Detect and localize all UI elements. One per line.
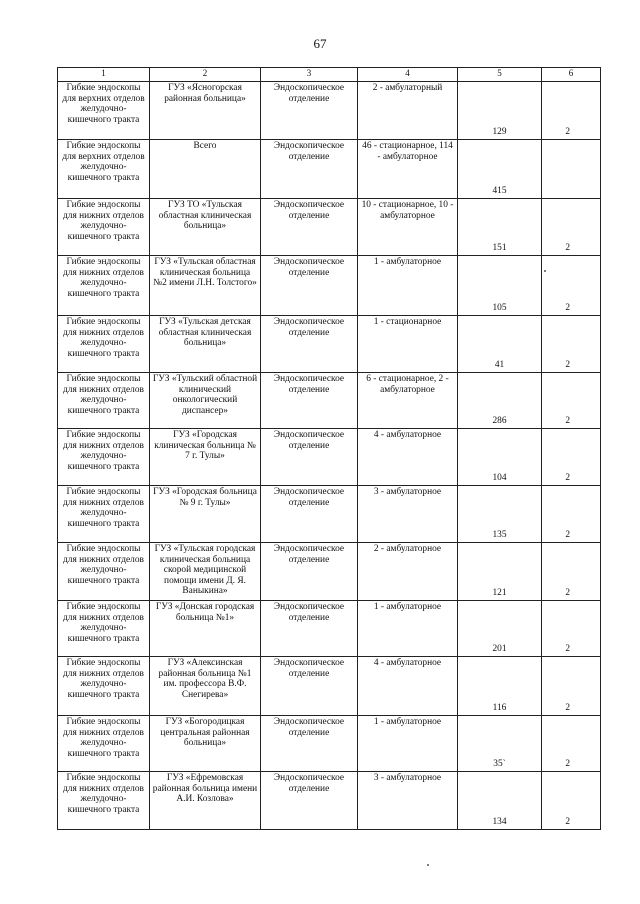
cell-c2: ГУЗ «Городская больница № 9 г. Тулы» <box>150 486 261 543</box>
equipment-table <box>57 67 601 830</box>
cell-c2: ГУЗ «Донская городская больница №1» <box>150 601 261 657</box>
table-row <box>58 256 601 316</box>
table-row <box>58 716 601 772</box>
cell-c4: 2 - амбулаторный <box>358 82 458 140</box>
cell-c3: Эндоскопическое отделение <box>261 373 358 429</box>
cell-c3: Эндоскопическое отделение <box>261 657 358 716</box>
table-row <box>58 373 601 429</box>
cell-c1: Гибкие эндоскопы для нижних отделов желудочно-кишечного тракта <box>58 199 150 256</box>
cell-c6: 2 <box>542 256 601 316</box>
cell-c5: 286 <box>458 373 542 429</box>
cell-c1: Гибкие эндоскопы для нижних отделов желудочно-кишечного тракта <box>58 543 150 601</box>
cell-c2: ГУЗ «Тульская городская клиническая больница скорой медицинской помощи имени Д. Я. Ваныкина» <box>150 543 261 601</box>
cell-c2: ГУЗ «Тульская областная клиническая больница №2 имени Л.Н. Толстого» <box>150 256 261 316</box>
cell-c2: ГУЗ «Городская клиническая больница № 7 г. Тулы» <box>150 429 261 486</box>
cell-c3: Эндоскопическое отделение <box>261 429 358 486</box>
cell-c6: 2 <box>542 373 601 429</box>
cell-c4: 10 - стационарное, 10 - амбулаторное <box>358 199 458 256</box>
cell-c1: Гибкие эндоскопы для нижних отделов желудочно-кишечного тракта <box>58 316 150 373</box>
cell-c1: Гибкие эндоскопы для нижних отделов желудочно-кишечного тракта <box>58 601 150 657</box>
cell-c3: Эндоскопическое отделение <box>261 772 358 830</box>
cell-c3: Эндоскопическое отделение <box>261 716 358 772</box>
table-row <box>58 199 601 256</box>
cell-c5: 134 <box>458 772 542 830</box>
table-row <box>58 657 601 716</box>
cell-c6: 2 <box>542 657 601 716</box>
table-row <box>58 429 601 486</box>
page-number: 67 <box>313 36 327 51</box>
cell-c5: 116 <box>458 657 542 716</box>
cell-c6 <box>542 140 601 199</box>
cell-c6: 2 <box>542 199 601 256</box>
cell-c5: 121 <box>458 543 542 601</box>
cell-c4: 1 - стационарное <box>358 316 458 373</box>
cell-c2: ГУЗ «Богородицкая центральная районная больница» <box>150 716 261 772</box>
cell-c5: 104 <box>458 429 542 486</box>
cell-c4: 4 - амбулаторное <box>358 429 458 486</box>
table-row <box>58 486 601 543</box>
table-row <box>58 82 601 140</box>
column-header: 2 <box>150 68 261 82</box>
cell-c4: 1 - амбулаторное <box>358 601 458 657</box>
cell-c1: Гибкие эндоскопы для верхних отделов желудочно-кишечного тракта <box>58 82 150 140</box>
table-row <box>58 140 601 199</box>
cell-c5: 41 <box>458 316 542 373</box>
cell-c5: 151 <box>458 199 542 256</box>
cell-c1: Гибкие эндоскопы для нижних отделов желудочно-кишечного тракта <box>58 657 150 716</box>
cell-c3: Эндоскопическое отделение <box>261 256 358 316</box>
cell-c6: 2 <box>542 316 601 373</box>
scan-speck <box>544 270 546 272</box>
cell-c6: 2 <box>542 543 601 601</box>
table-row <box>58 601 601 657</box>
column-header: 3 <box>261 68 358 82</box>
cell-c5: 415 <box>458 140 542 199</box>
cell-c6: 2 <box>542 772 601 830</box>
cell-c3: Эндоскопическое отделение <box>261 316 358 373</box>
cell-c6: 2 <box>542 82 601 140</box>
header-row <box>58 68 601 82</box>
cell-c1: Гибкие эндоскопы для нижних отделов желудочно-кишечного тракта <box>58 716 150 772</box>
table-row <box>58 543 601 601</box>
column-header: 4 <box>358 68 458 82</box>
cell-c3: Эндоскопическое отделение <box>261 486 358 543</box>
cell-c2: ГУЗ «Тульская детская областная клиническая больница» <box>150 316 261 373</box>
cell-c1: Гибкие эндоскопы для верхних отделов желудочно-кишечного тракта <box>58 140 150 199</box>
column-header: 1 <box>58 68 150 82</box>
table-row <box>58 772 601 830</box>
cell-c2: Всего <box>150 140 261 199</box>
cell-c6: 2 <box>542 601 601 657</box>
cell-c3: Эндоскопическое отделение <box>261 601 358 657</box>
column-header: 5 <box>458 68 542 82</box>
cell-c2: ГУЗ ТО «Тульская областная клиническая больница» <box>150 199 261 256</box>
cell-c5: 129 <box>458 82 542 140</box>
cell-c3: Эндоскопическое отделение <box>261 199 358 256</box>
cell-c5: 201 <box>458 601 542 657</box>
cell-c4: 3 - амбулаторное <box>358 772 458 830</box>
cell-c1: Гибкие эндоскопы для нижних отделов желудочно-кишечного тракта <box>58 772 150 830</box>
cell-c4: 4 - амбулаторное <box>358 657 458 716</box>
cell-c4: 46 - стационарное, 114 - амбулаторное <box>358 140 458 199</box>
cell-c2: ГУЗ «Тульский областной клинический онкологический диспансер» <box>150 373 261 429</box>
cell-c4: 2 - амбулаторное <box>358 543 458 601</box>
cell-c2: ГУЗ «Алексинская районная больница №1 им. профессора В.Ф. Снегирева» <box>150 657 261 716</box>
cell-c2: ГУЗ «Ясногорская районная больница» <box>150 82 261 140</box>
cell-c6: 2 <box>542 429 601 486</box>
cell-c3: Эндоскопическое отделение <box>261 82 358 140</box>
cell-c5: 35` <box>458 716 542 772</box>
scan-speck <box>427 864 429 866</box>
cell-c1: Гибкие эндоскопы для нижних отделов желудочно-кишечного тракта <box>58 486 150 543</box>
column-header: 6 <box>542 68 601 82</box>
cell-c4: 3 - амбулаторное <box>358 486 458 543</box>
cell-c1: Гибкие эндоскопы для нижних отделов желудочно-кишечного тракта <box>58 429 150 486</box>
table-row <box>58 316 601 373</box>
cell-c4: 1 - амбулаторное <box>358 256 458 316</box>
cell-c6: 2 <box>542 486 601 543</box>
cell-c2: ГУЗ «Ефремовская районная больница имени А.И. Козлова» <box>150 772 261 830</box>
cell-c3: Эндоскопическое отделение <box>261 543 358 601</box>
cell-c5: 135 <box>458 486 542 543</box>
cell-c4: 1 - амбулаторное <box>358 716 458 772</box>
cell-c1: Гибкие эндоскопы для нижних отделов желудочно-кишечного тракта <box>58 373 150 429</box>
cell-c4: 6 - стационарное, 2 - амбулаторное <box>358 373 458 429</box>
cell-c3: Эндоскопическое отделение <box>261 140 358 199</box>
cell-c6: 2 <box>542 716 601 772</box>
cell-c1: Гибкие эндоскопы для нижних отделов желудочно-кишечного тракта <box>58 256 150 316</box>
cell-c5: 105 <box>458 256 542 316</box>
